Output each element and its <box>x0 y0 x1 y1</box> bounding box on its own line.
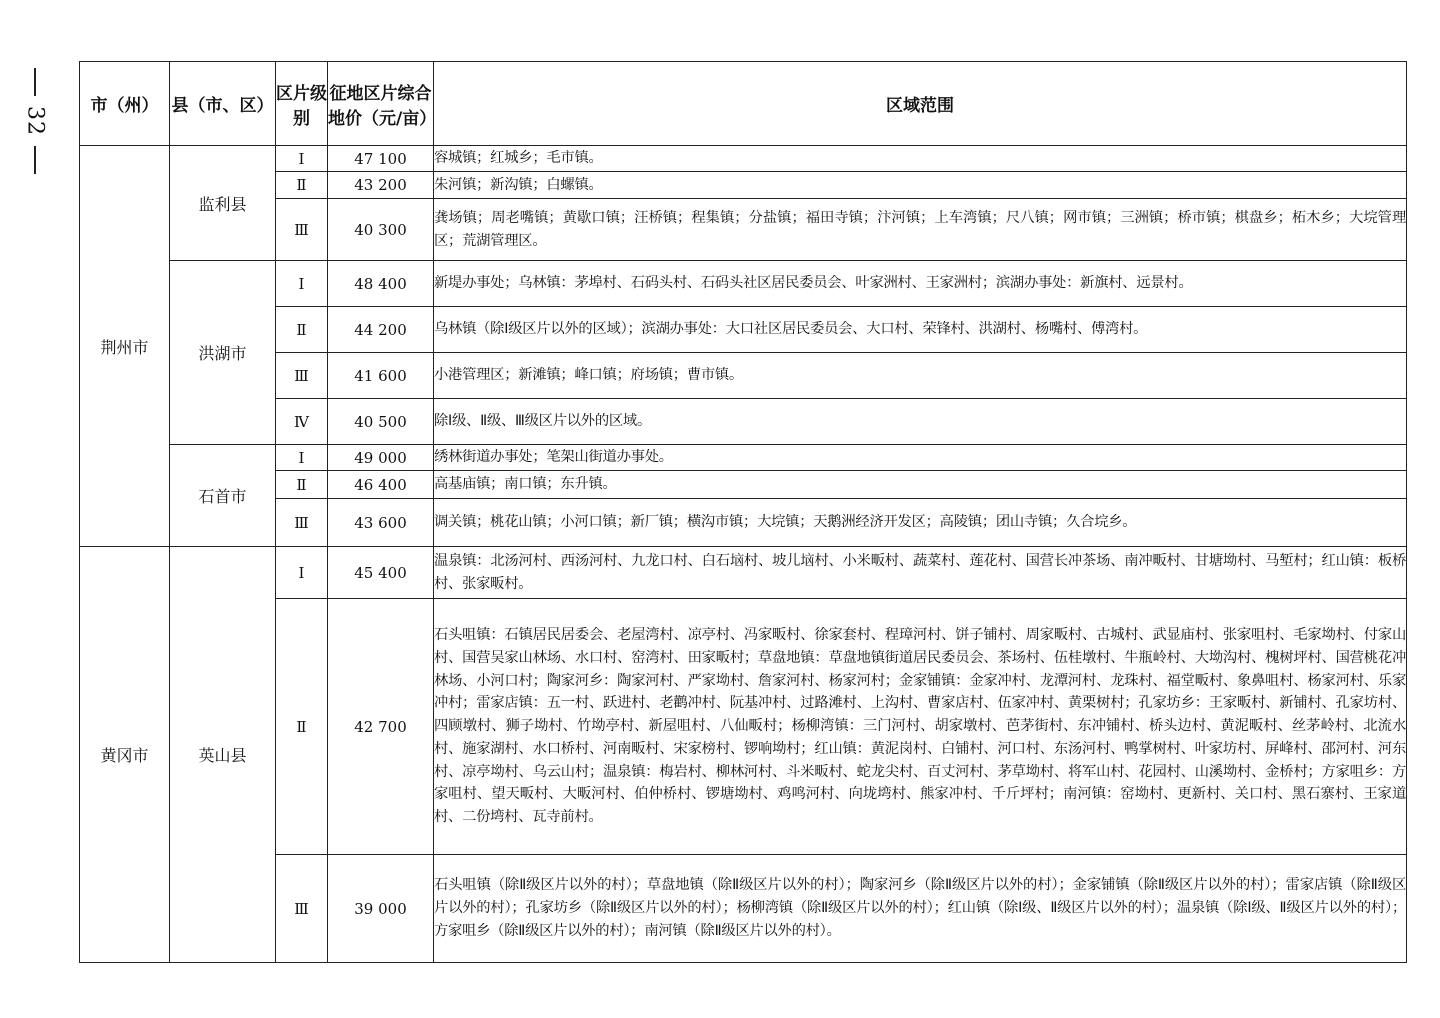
price-cell: 43 200 <box>328 172 434 199</box>
table-row <box>80 855 1407 963</box>
price-cell: 42 700 <box>328 599 434 855</box>
grade-cell: Ⅱ <box>276 307 328 353</box>
table-row <box>80 353 1407 399</box>
table-row <box>80 547 1407 599</box>
price-cell: 48 400 <box>328 261 434 307</box>
grade-cell: Ⅰ <box>276 261 328 307</box>
city-cell: 黄冈市 <box>80 547 170 963</box>
area-cell: 新堤办事处；乌林镇：茅埠村、石码头村、石码头社区居民委员会、叶家洲村、王家洲村；滨湖办事处：新旗村、远景村。 <box>434 261 1407 307</box>
header-city: 市（州） <box>80 62 170 146</box>
table-row <box>80 146 1407 172</box>
header-area: 区域范围 <box>434 62 1407 146</box>
table-row <box>80 399 1407 445</box>
header-grade: 区片级别 <box>276 62 328 146</box>
area-cell: 乌林镇（除Ⅰ级区片以外的区域）；滨湖办事处：大口社区居民委员会、大口村、荣锋村、洪湖村、杨嘴村、傅湾村。 <box>434 307 1407 353</box>
area-cell: 小港管理区；新滩镇；峰口镇；府场镇；曹市镇。 <box>434 353 1407 399</box>
page-number-dash-top <box>34 68 36 96</box>
price-cell: 49 000 <box>328 445 434 471</box>
price-cell: 44 200 <box>328 307 434 353</box>
table-row <box>80 261 1407 307</box>
grade-cell: Ⅰ <box>276 146 328 172</box>
land-price-table <box>79 61 1407 963</box>
price-cell: 40 300 <box>328 199 434 261</box>
table-row <box>80 471 1407 499</box>
grade-cell: Ⅲ <box>276 855 328 963</box>
table-row <box>80 599 1407 855</box>
price-cell: 45 400 <box>328 547 434 599</box>
grade-cell: Ⅰ <box>276 547 328 599</box>
grade-cell: Ⅱ <box>276 599 328 855</box>
grade-cell: Ⅲ <box>276 499 328 547</box>
grade-cell: Ⅲ <box>276 353 328 399</box>
page-number-dash-bottom <box>34 146 36 174</box>
city-cell: 荆州市 <box>80 146 170 547</box>
area-cell: 朱河镇；新沟镇；白螺镇。 <box>434 172 1407 199</box>
price-cell: 40 500 <box>328 399 434 445</box>
price-cell: 46 400 <box>328 471 434 499</box>
grade-cell: Ⅲ <box>276 199 328 261</box>
county-cell: 洪湖市 <box>170 261 276 445</box>
table-row <box>80 172 1407 199</box>
area-cell: 石头咀镇（除Ⅱ级区片以外的村）；草盘地镇（除Ⅱ级区片以外的村）；陶家河乡（除Ⅱ级区片以外的村）；金家铺镇（除Ⅱ级区片以外的村）；雷家店镇（除Ⅱ级区片以外的村）；孔家坊乡（除Ⅱ级区片以外的村）；杨柳湾镇（除Ⅱ级区片以外的村）；红山镇（除Ⅰ级、Ⅱ级区片以外的村）；温泉镇（除Ⅰ级、Ⅱ级区片以外的村）；方家咀乡（除Ⅱ级区片以外的村）；南河镇（除Ⅱ级区片以外的村）。 <box>434 855 1407 963</box>
area-cell: 绣林街道办事处；笔架山街道办事处。 <box>434 445 1407 471</box>
county-cell: 监利县 <box>170 146 276 261</box>
area-cell: 容城镇；红城乡；毛市镇。 <box>434 146 1407 172</box>
price-cell: 39 000 <box>328 855 434 963</box>
county-cell: 英山县 <box>170 547 276 963</box>
area-cell: 石头咀镇：石镇居民居委会、老屋湾村、凉亭村、冯家畈村、徐家套村、程璋河村、饼子铺村、周家畈村、古城村、武显庙村、张家咀村、毛家坳村、付家山村、国营吴家山林场、水口村、窑湾村、田家畈村；草盘地镇：草盘地镇街道居民委员会、茶场村、伍桂墩村、牛瓶岭村、大坳沟村、槐树坪村、国营桃花冲林场、小河口村；陶家河乡：陶家河村、严家坳村、詹家河村、杨家河村；金家铺镇：金家冲村、龙潭河村、龙珠村、福堂畈村、象鼻咀村、杨家河村、乐家冲村；雷家店镇：五一村、跃进村、老鹳冲村、阮基冲村、过路滩村、上沟村、曹家店村、伍家冲村、黄栗树村；孔家坊乡：王家畈村、新铺村、孔家坊村、四顾墩村、狮子坳村、竹坳亭村、新屋咀村、八仙畈村；杨柳湾镇：三门河村、胡家墩村、芭茅街村、东冲铺村、桥头边村、黄泥畈村、丝茅岭村、北流水村、施家湖村、水口桥村、河南畈村、宋家榜村、锣响坳村；红山镇：黄泥岗村、白铺村、河口村、东汤河村、鸭掌树村、叶家坊村、屏峰村、邵河村、河东村、凉亭坳村、乌云山村；温泉镇：梅岩村、柳林河村、斗米畈村、蛇龙尖村、百丈河村、茅草坳村、将军山村、花园村、山溪坳村、金桥村；方家咀乡：方家咀村、望天畈村、大畈河村、伯仲桥村、锣塘坳村、鸡鸣河村、向垅塆村、熊家冲村、千斤坪村；南河镇：窑坳村、更新村、关口村、黑石寨村、王家道村、二份塆村、瓦寺前村。 <box>434 599 1407 855</box>
price-cell: 43 600 <box>328 499 434 547</box>
header-row <box>80 62 1407 146</box>
area-cell: 调关镇；桃花山镇；小河口镇；新厂镇；横沟市镇；大垸镇；天鹅洲经济开发区；高陵镇；团山寺镇；久合垸乡。 <box>434 499 1407 547</box>
price-cell: 47 100 <box>328 146 434 172</box>
grade-cell: Ⅰ <box>276 445 328 471</box>
area-cell: 龚场镇；周老嘴镇；黄歇口镇；汪桥镇；程集镇；分盐镇；福田寺镇；汴河镇；上车湾镇；尺八镇；网市镇；三洲镇；桥市镇；棋盘乡；柘木乡；大垸管理区；荒湖管理区。 <box>434 199 1407 261</box>
grade-cell: Ⅱ <box>276 471 328 499</box>
table-row <box>80 445 1407 471</box>
table-row <box>80 499 1407 547</box>
area-cell: 高基庙镇；南口镇；东升镇。 <box>434 471 1407 499</box>
page-number-text: 32 <box>22 106 48 136</box>
area-cell: 除Ⅰ级、Ⅱ级、Ⅲ级区片以外的区域。 <box>434 399 1407 445</box>
area-cell: 温泉镇：北汤河村、西汤河村、九龙口村、白石垴村、坡儿垴村、小米畈村、蔬菜村、莲花村、国营长冲茶场、南冲畈村、甘塘坳村、马堑村；红山镇：板桥村、张家畈村。 <box>434 547 1407 599</box>
header-county: 县（市、区） <box>170 62 276 146</box>
page-number <box>20 68 50 218</box>
table-row <box>80 307 1407 353</box>
grade-cell: Ⅱ <box>276 172 328 199</box>
price-cell: 41 600 <box>328 353 434 399</box>
grade-cell: Ⅳ <box>276 399 328 445</box>
table-row <box>80 199 1407 261</box>
header-price: 征地区片综合地价（元/亩） <box>328 62 434 146</box>
county-cell: 石首市 <box>170 445 276 547</box>
